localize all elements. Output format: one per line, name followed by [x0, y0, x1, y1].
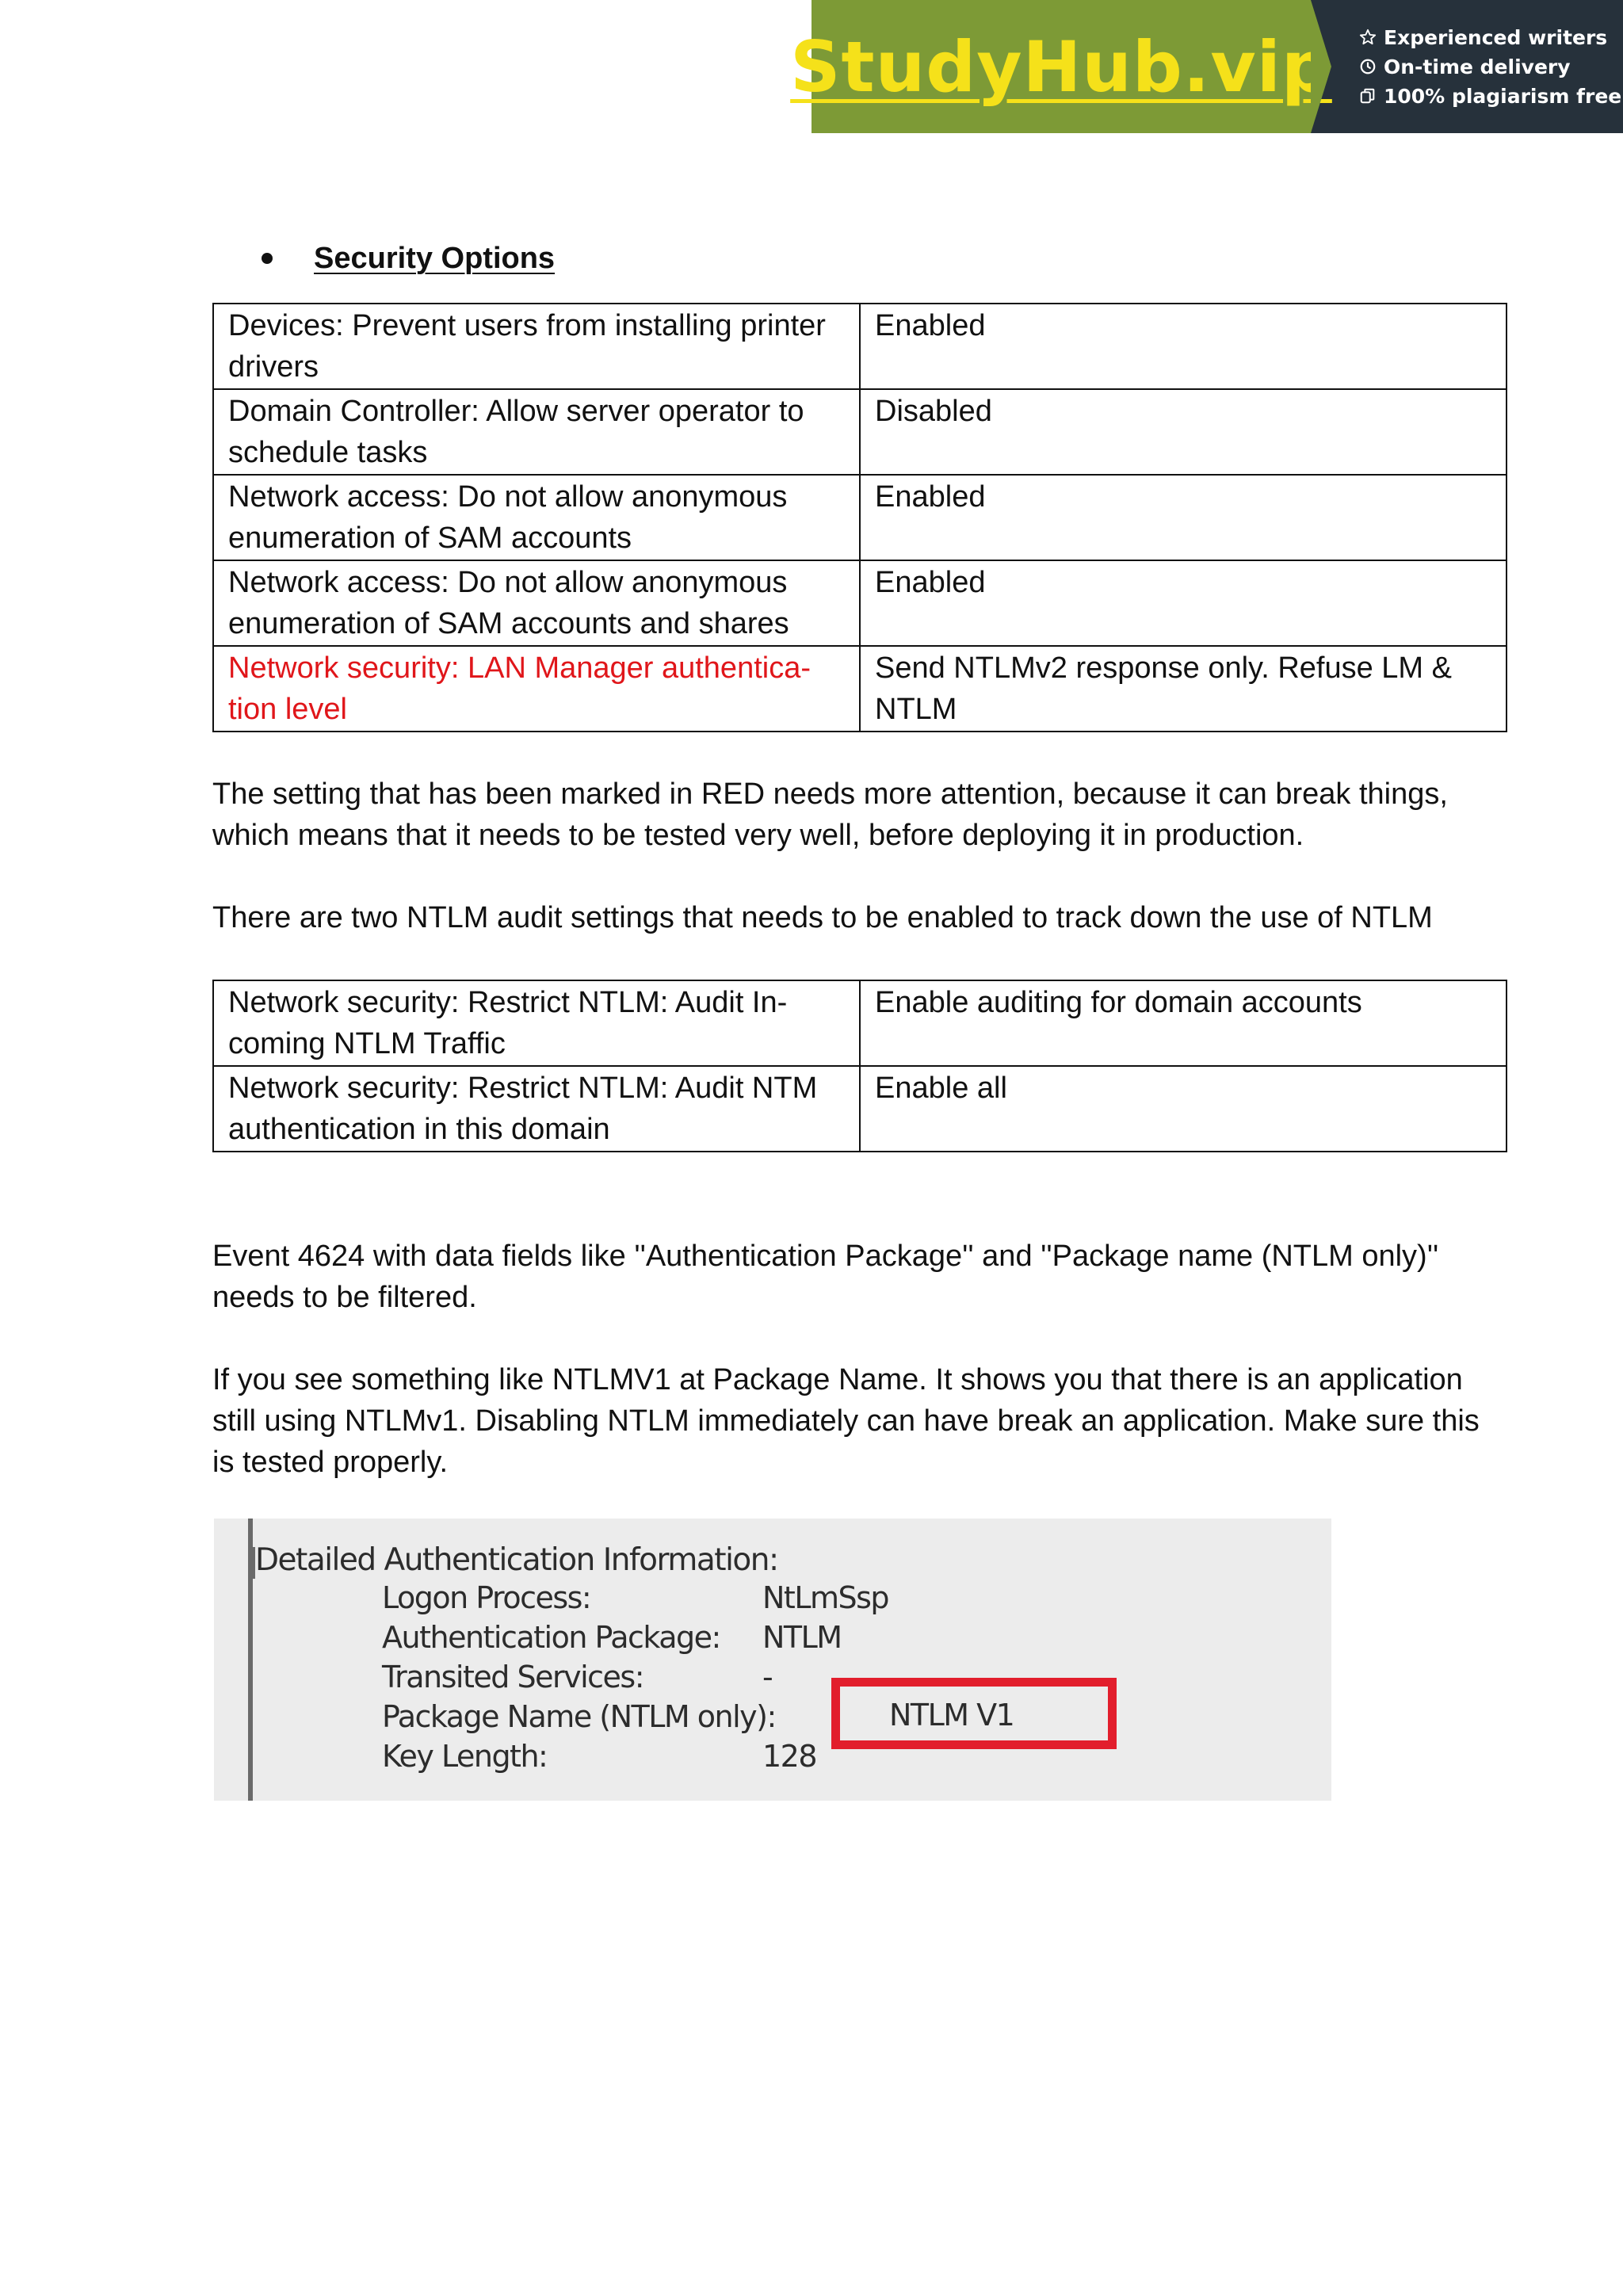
event-details-title: Detailed Authentication Information:	[255, 1542, 778, 1578]
studyhub-logo[interactable]	[790, 0, 1332, 133]
ntlmv1-note-paragraph: If you see something like NTLMV1 at Package Name. It shows you that there is an application still using NTLMv1. Disabling NTLM immediately can have break an application. Make sure this is tested properly.	[212, 1363, 1480, 1479]
red-note-paragraph: The setting that has been marked in RED needs more attention, because it can break things, which means that it needs to be tested very well, before deploying it in production.	[212, 777, 1448, 852]
value-cell: Enabled	[860, 475, 1507, 560]
event-value: NtLmSsp	[762, 1580, 889, 1615]
table-row	[213, 980, 1507, 1066]
highlight-box	[831, 1678, 1117, 1749]
star-icon	[1358, 28, 1377, 47]
document-body	[212, 230, 1507, 1483]
ntlm-audit-table	[212, 980, 1507, 1152]
setting-cell: Network security: Restrict NTLM: Audit NTM authentication in this domain	[213, 1066, 860, 1152]
feature-label: 100% plagiarism free	[1384, 84, 1622, 108]
event-label: Transited Services:	[382, 1660, 643, 1694]
value-cell: Enable auditing for domain accounts	[860, 980, 1507, 1066]
setting-cell: Domain Controller: Allow server operator to schedule tasks	[213, 389, 860, 475]
value-cell: Send NTLMv2 response only. Refuse LM & NTLM	[860, 646, 1507, 732]
value-cell: Enabled	[860, 304, 1507, 389]
table-row-highlighted	[213, 646, 1507, 732]
security-options-table	[212, 303, 1507, 732]
logo-text: StudyHub.vip	[790, 25, 1332, 108]
event-value: -	[762, 1660, 773, 1694]
table-row	[213, 1066, 1507, 1152]
setting-cell: Devices: Prevent users from installing printer drivers	[213, 304, 860, 389]
setting-cell: Network security: Restrict NTLM: Audit In-coming NTLM Traffic	[213, 980, 860, 1066]
setting-cell-red: Network security: LAN Manager authentica-tion level	[213, 646, 860, 732]
table-row	[213, 304, 1507, 389]
value-cell: Enabled	[860, 560, 1507, 646]
event-details-screenshot	[214, 1519, 1331, 1801]
event-label: Key Length:	[382, 1739, 548, 1774]
event-label: Authentication Package:	[382, 1620, 720, 1655]
event-label: Logon Process:	[382, 1580, 591, 1615]
banner-features	[1311, 0, 1623, 133]
studyhub-banner[interactable]	[790, 0, 1623, 133]
event-label: Package Name (NTLM only):	[382, 1699, 776, 1734]
bullet-icon	[262, 253, 273, 264]
setting-cell: Network access: Do not allow anonymous enumeration of SAM accounts and shares	[213, 560, 860, 646]
table-row	[213, 389, 1507, 475]
table-row	[213, 475, 1507, 560]
copy-icon	[1358, 86, 1377, 105]
event-value-highlighted: NTLM V1	[889, 1698, 1014, 1733]
value-cell: Disabled	[860, 389, 1507, 475]
section-heading	[262, 230, 1507, 287]
value-cell: Enable all	[860, 1066, 1507, 1152]
table-row	[213, 560, 1507, 646]
heading-text: Security Options	[314, 242, 556, 275]
event-note-paragraph: Event 4624 with data fields like ''Authentication Package'' and ''Package name (NTLM only)'' needs to be filtered.	[212, 1240, 1439, 1314]
feature-experienced-writers	[1358, 26, 1623, 49]
event-value: 128	[762, 1739, 817, 1774]
clock-icon	[1358, 57, 1377, 76]
audit-intro-paragraph: There are two NTLM audit settings that needs to be enabled to track down the use of NTLM	[212, 901, 1433, 934]
setting-cell: Network access: Do not allow anonymous enumeration of SAM accounts	[213, 475, 860, 560]
feature-on-time-delivery	[1358, 55, 1623, 78]
feature-label: Experienced writers	[1384, 25, 1608, 49]
feature-label: On-time delivery	[1384, 55, 1571, 78]
feature-plagiarism-free	[1358, 85, 1623, 108]
event-value: NTLM	[762, 1620, 842, 1655]
